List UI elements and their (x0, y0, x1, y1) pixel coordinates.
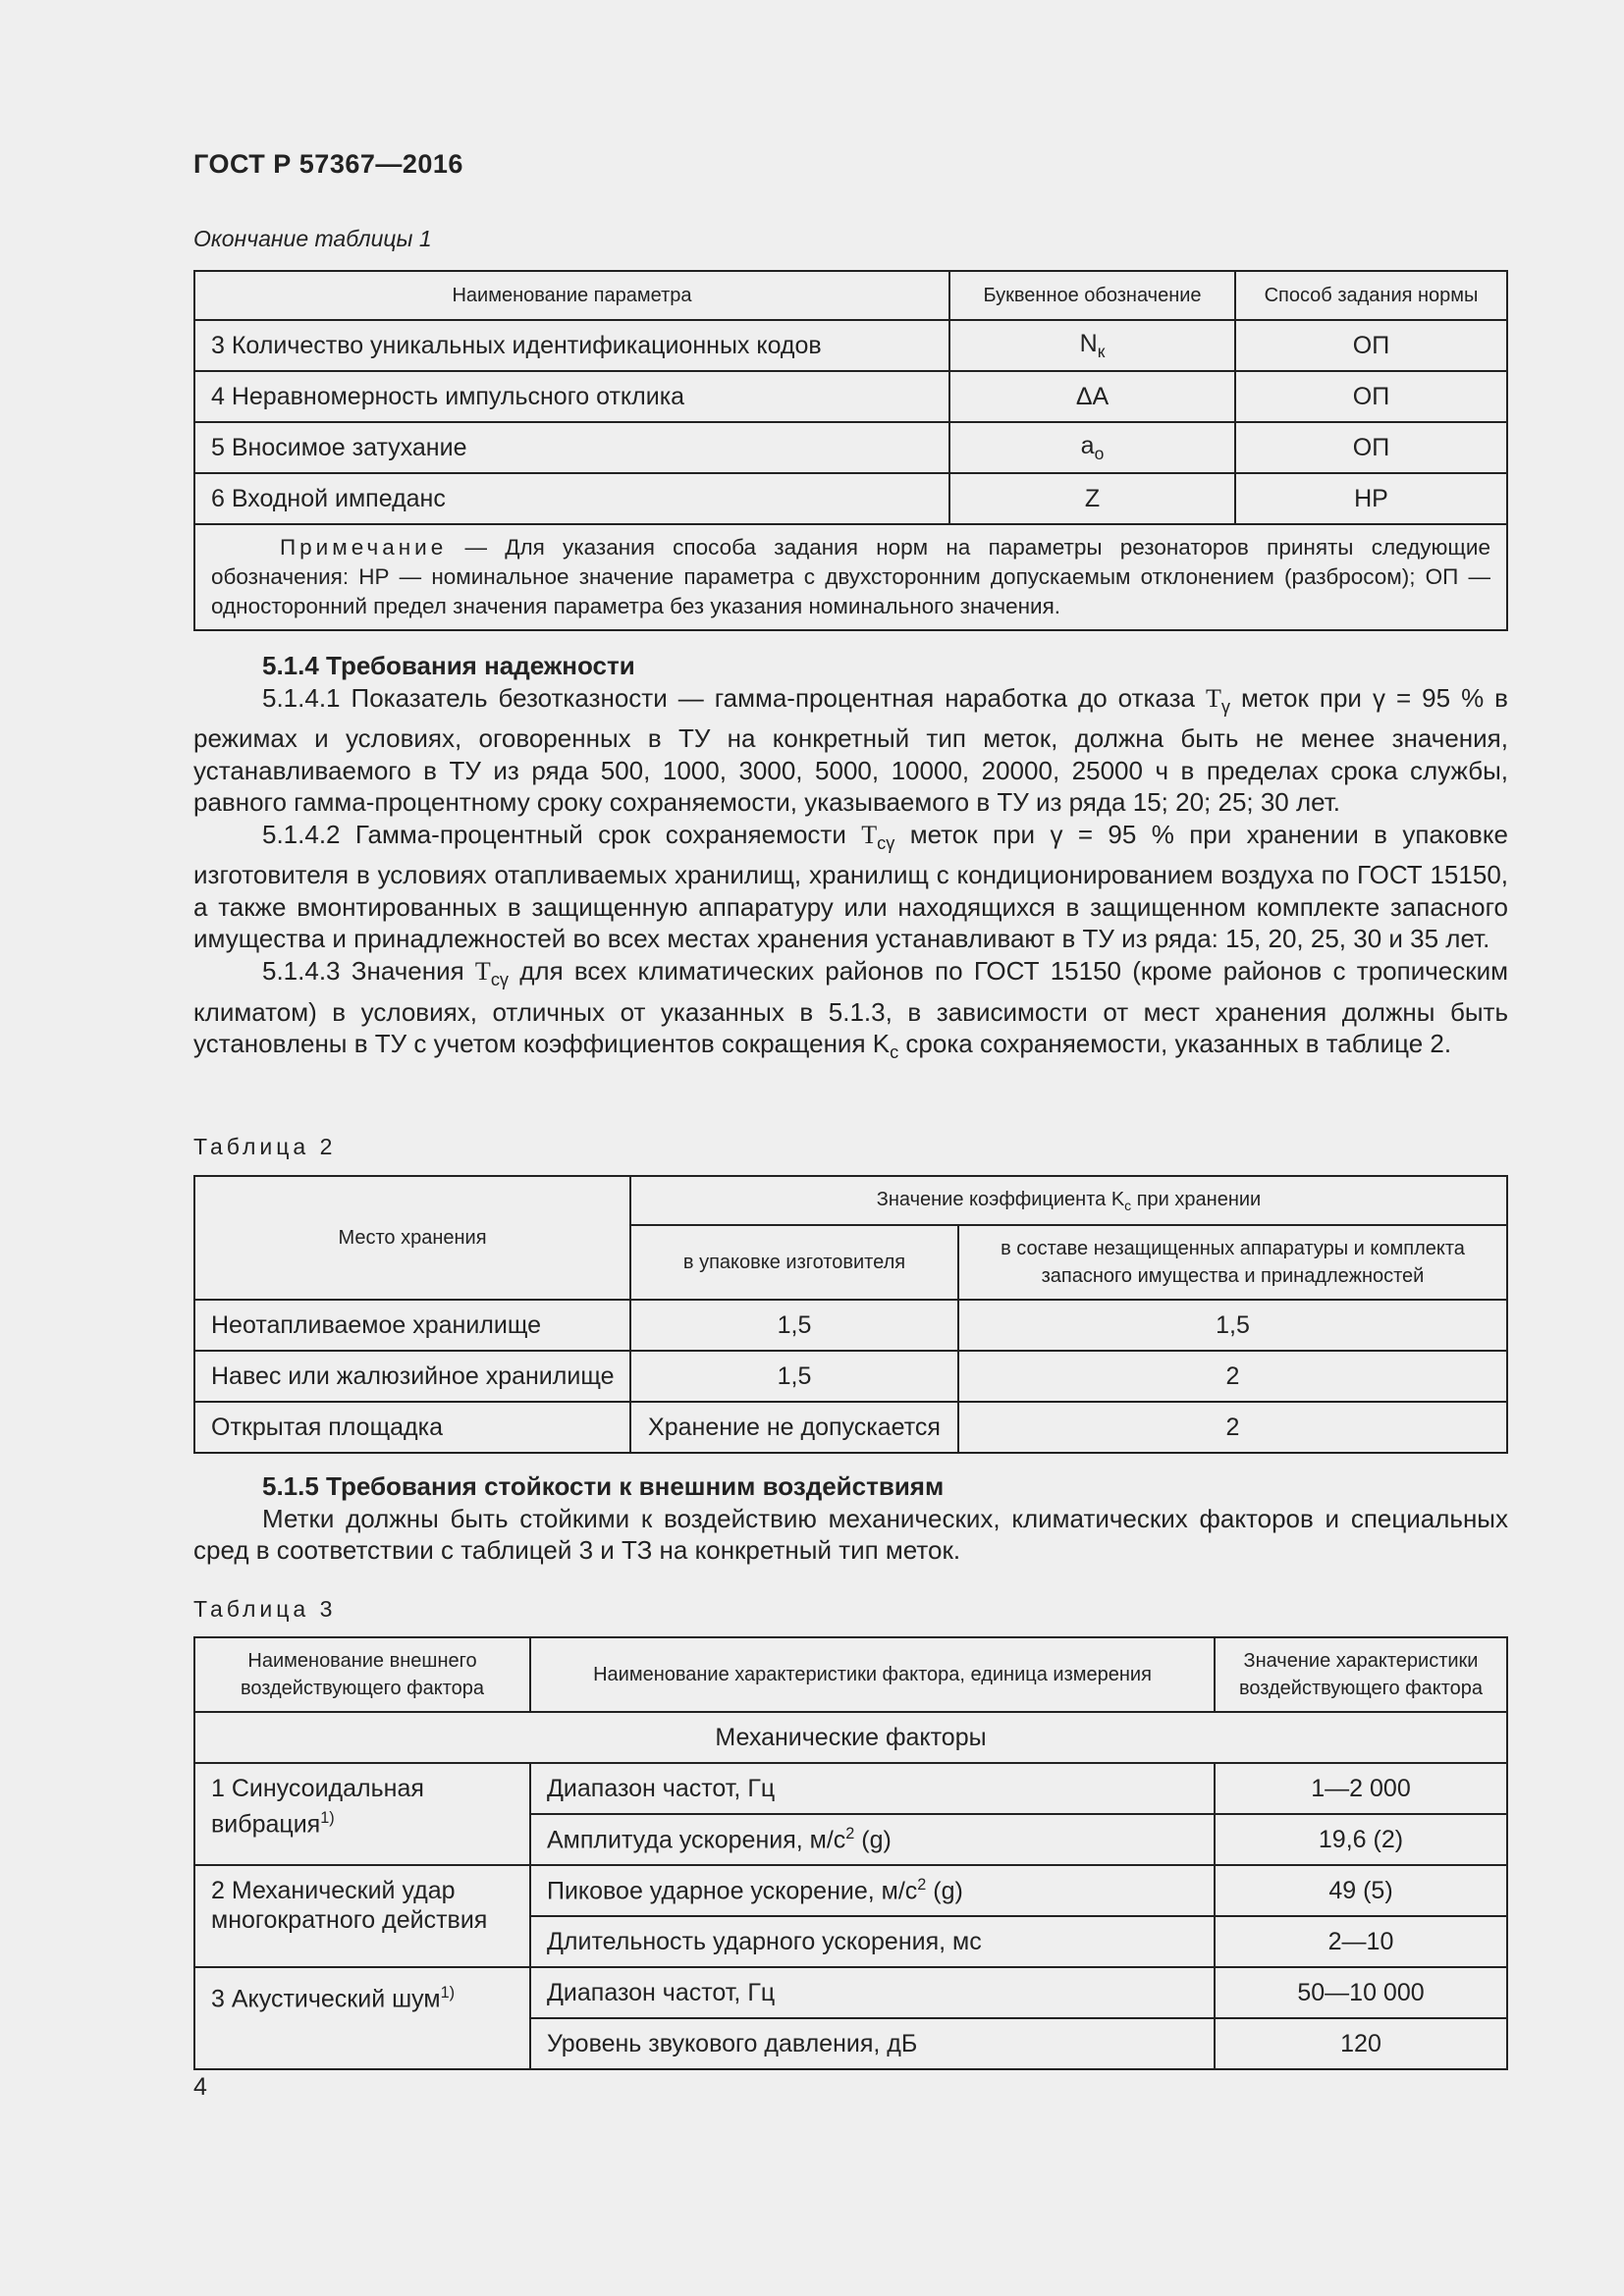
coef-pack: 1,5 (630, 1300, 958, 1351)
col-header-characteristic: Наименование характеристики фактора, единица измерения (530, 1637, 1215, 1712)
page-number: 4 (193, 2073, 207, 2101)
table-1 (193, 270, 1508, 631)
param-symbol: $N_к$ (949, 320, 1235, 371)
param-symbol: Z (949, 473, 1235, 524)
param-method: ОП (1235, 422, 1507, 473)
note-label: Примечание (280, 535, 448, 560)
table-3 (193, 1636, 1508, 2070)
param-symbol: ΔA (949, 371, 1235, 422)
section-5-1-4 (193, 650, 1508, 1069)
section-heading: 5.1.4 Требования надежности (262, 651, 635, 680)
paragraph-5-1-4-1: 5.1.4.1 Показатель безотказности — гамма-процентная наработка до отказа $T_\gamma$ меток при γ = 95 % в режимах и условиях, оговоренных в ТУ на конкретный тип меток, должна быть не менее значения, устанавливаемого в ТУ из ряда 500, 1000, 3000, 5000, 10000, 20000, 25000 ч в пределах срока службы, равного гамма-процентному сроку сохраняемости, указываемого в ТУ из ряда 15; 20; 25; 30 лет. (193, 682, 1508, 818)
col-header-unprotected: в составе незащищенных аппаратуры и комплекта запасного имущества и принадлежностей (958, 1225, 1507, 1300)
storage-place: Неотапливаемое хранилище (194, 1300, 630, 1351)
characteristic: Длительность ударного ускорения, мс (530, 1916, 1215, 1967)
table3-caption: Таблица 3 (193, 1596, 337, 1622)
param-symbol: $a_o$ (949, 422, 1235, 473)
col-header-pack: в упаковке изготовителя (630, 1225, 958, 1300)
table-row (194, 1865, 1507, 1916)
group-mechanical: Механические факторы (194, 1712, 1507, 1763)
section-heading: 5.1.5 Требования стойкости к внешним воздействиям (262, 1471, 945, 1501)
param-name: 5 Вносимое затухание (194, 422, 949, 473)
table-2 (193, 1175, 1508, 1454)
value: 50—10 000 (1215, 1967, 1507, 2018)
table1-continuation-label: Окончание таблицы 1 (193, 226, 432, 251)
col-header-method: Способ задания нормы (1235, 271, 1507, 320)
param-name: 3 Количество уникальных идентификационных кодов (194, 320, 949, 371)
paragraph-5-1-4-3: 5.1.4.3 Значения $T_{c\gamma}$ для всех климатических районов по ГОСТ 15150 (кроме районов с тропическим климатом) в условиях, отличных от указанных в 5.1.3, в зависимости от мест хранения должны быть установлены в ТУ с учетом коэффициентов сокращения $K_c$ срока сохраняемости, указанных в таблице 2. (193, 955, 1508, 1063)
characteristic: Диапазон частот, Гц (530, 1763, 1215, 1814)
characteristic: Уровень звукового давления, дБ (530, 2018, 1215, 2069)
coef-pack: Хранение не допускается (630, 1402, 958, 1453)
table-header-row (194, 1637, 1507, 1712)
table-row (194, 1300, 1507, 1351)
param-name: 4 Неравномерность импульсного отклика (194, 371, 949, 422)
table-row (194, 422, 1507, 473)
coef-unprotected: 1,5 (958, 1300, 1507, 1351)
section-5-1-5 (193, 1470, 1508, 1567)
col-header-parameter: Наименование параметра (194, 271, 949, 320)
value: 49 (5) (1215, 1865, 1507, 1916)
storage-place: Навес или жалюзийное хранилище (194, 1351, 630, 1402)
characteristic: Диапазон частот, Гц (530, 1967, 1215, 2018)
table-note (194, 524, 1507, 630)
table-note-row (194, 524, 1507, 630)
param-method: ОП (1235, 371, 1507, 422)
param-name: 6 Входной импеданс (194, 473, 949, 524)
value: 19,6 (2) (1215, 1814, 1507, 1865)
value: 1—2 000 (1215, 1763, 1507, 1814)
factor-name: 1 Синусоидальная вибрация$^{1)}$ (194, 1763, 530, 1865)
factor-name: 3 Акустический шум$^{1)}$ (194, 1967, 530, 2069)
table-row (194, 1763, 1507, 1814)
param-method: НР (1235, 473, 1507, 524)
value: 120 (1215, 2018, 1507, 2069)
table-group-row (194, 1712, 1507, 1763)
characteristic: Амплитуда ускорения, $м/с^2$ (g) (530, 1814, 1215, 1865)
coef-unprotected: 2 (958, 1402, 1507, 1453)
table-row (194, 473, 1507, 524)
coef-pack: 1,5 (630, 1351, 958, 1402)
table-row (194, 320, 1507, 371)
col-header-symbol: Буквенное обозначение (949, 271, 1235, 320)
col-header-group: Значение коэффициента $K_c$ при хранении (630, 1176, 1507, 1225)
table2-caption: Таблица 2 (193, 1134, 337, 1159)
table-row (194, 1351, 1507, 1402)
paragraph-5-1-5: Метки должны быть стойкими к воздействию механических, климатических факторов и специальных сред в соответствии с таблицей 3 и ТЗ на конкретный тип меток. (193, 1503, 1508, 1565)
table-row (194, 1402, 1507, 1453)
table-row (194, 371, 1507, 422)
storage-place: Открытая площадка (194, 1402, 630, 1453)
col-header-value: Значение характеристики воздействующего фактора (1215, 1637, 1507, 1712)
document-header: ГОСТ Р 57367—2016 (193, 149, 463, 179)
coef-unprotected: 2 (958, 1351, 1507, 1402)
col-header-factor: Наименование внешнего воздействующего фактора (194, 1637, 530, 1712)
table-header-row (194, 271, 1507, 320)
value: 2—10 (1215, 1916, 1507, 1967)
param-method: ОП (1235, 320, 1507, 371)
note-text: — Для указания способа задания норм на параметры резонаторов приняты следующие обозначения: НР — номинальное значение параметра с двухсторонним допускаемым отклонением (разбросом); ОП — односторонний предел значения параметра без указания номинального значения. (211, 535, 1490, 618)
characteristic: Пиковое ударное ускорение, $м/с^2$ (g) (530, 1865, 1215, 1916)
col-header-place: Место хранения (194, 1176, 630, 1300)
paragraph-5-1-4-2: 5.1.4.2 Гамма-процентный срок сохраняемости $T_{c\gamma}$ меток при γ = 95 % при хранении в упаковке изготовителя в условиях отапливаемых хранилищ, хранилищ с кондиционированием воздуха по ГОСТ 15150, а также вмонтированных в защищенную аппаратуру или находящихся в защищенном комплекте запасного имущества и принадлежностей во всех местах хранения устанавливают в ТУ из ряда: 15, 20, 25, 30 и 35 лет. (193, 819, 1508, 954)
table-header-row (194, 1176, 1507, 1225)
table-row (194, 1967, 1507, 2018)
factor-name: 2 Механический удар многократного действия (194, 1865, 530, 1967)
